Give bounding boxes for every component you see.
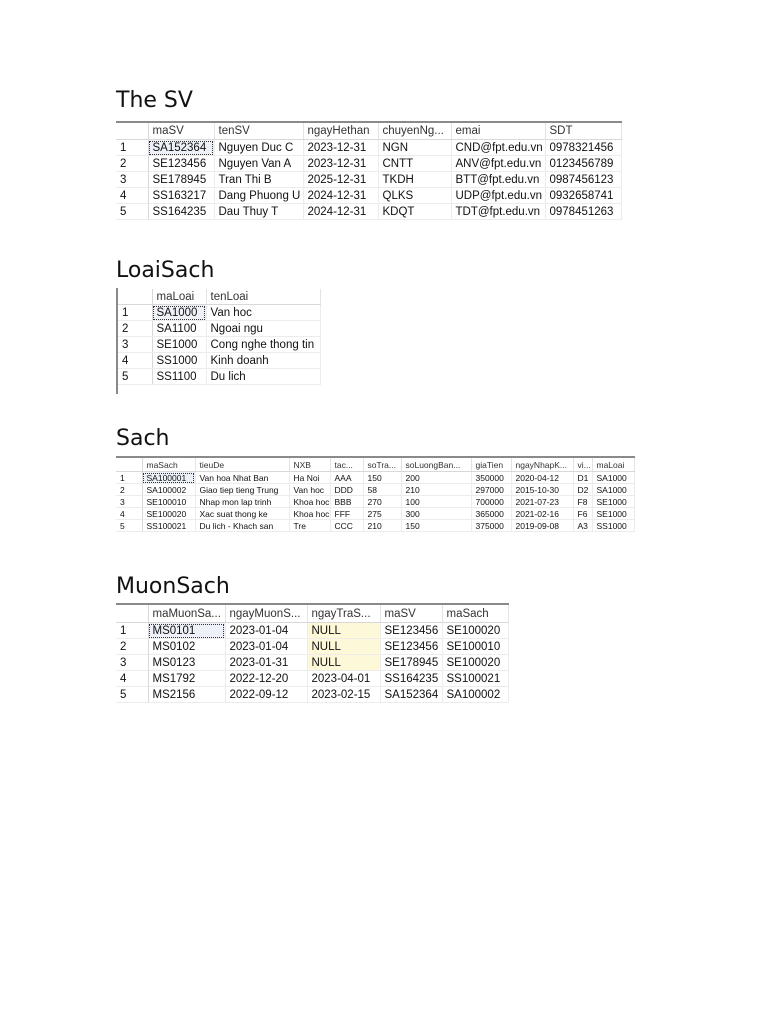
row-number[interactable]: 3 <box>116 655 148 671</box>
column-header[interactable]: maMuonSa... <box>148 604 225 623</box>
header-row <box>116 457 634 472</box>
row-number[interactable]: 5 <box>116 687 148 703</box>
table-cell[interactable]: KDQT <box>378 204 451 220</box>
row-number[interactable]: 3 <box>116 496 142 508</box>
column-header[interactable]: maSach <box>442 604 508 623</box>
table-cell[interactable]: 200 <box>401 472 471 484</box>
table-cell[interactable]: SS100021 <box>442 671 508 687</box>
table-cell[interactable]: SE123456 <box>148 156 214 172</box>
table-cell[interactable]: 375000 <box>471 520 511 532</box>
table-cell[interactable]: F8 <box>573 496 592 508</box>
column-header[interactable]: tenLoai <box>206 289 320 305</box>
row-number[interactable]: 2 <box>116 639 148 655</box>
table-cell[interactable]: CNTT <box>378 156 451 172</box>
table-cell[interactable]: 275 <box>363 508 401 520</box>
table-cell[interactable]: SS163217 <box>148 188 214 204</box>
table-cell[interactable]: 2023-01-04 <box>225 623 307 639</box>
section-title-sach: Sach <box>116 426 170 451</box>
row-number[interactable]: 1 <box>116 472 142 484</box>
table-cell[interactable]: SS1100 <box>152 369 206 385</box>
row-number[interactable]: 5 <box>118 369 152 385</box>
table-cell[interactable]: 2022-09-12 <box>225 687 307 703</box>
table-cell[interactable]: SE178945 <box>148 172 214 188</box>
table-cell[interactable]: Xac suat thong ke <box>195 508 289 520</box>
column-header[interactable]: maSV <box>380 604 442 623</box>
table-cell[interactable]: AAA <box>330 472 363 484</box>
table-cell[interactable]: Khoa hoc <box>289 508 330 520</box>
table-cell[interactable]: Van hoc <box>289 484 330 496</box>
table-cell[interactable]: D2 <box>573 484 592 496</box>
table-cell[interactable]: 297000 <box>471 484 511 496</box>
column-header[interactable]: tac... <box>330 457 363 472</box>
section-title-loaisach: LoaiSach <box>116 258 215 283</box>
row-number[interactable]: 1 <box>118 305 152 321</box>
column-header[interactable]: ngayHethan <box>303 122 378 140</box>
table-cell[interactable]: MS0102 <box>148 639 225 655</box>
column-header[interactable]: giaTien <box>471 457 511 472</box>
table-row[interactable] <box>116 188 621 204</box>
table-cell[interactable]: SE123456 <box>380 623 442 639</box>
table-cell[interactable]: 150 <box>401 520 471 532</box>
table-row[interactable] <box>116 484 634 496</box>
table-cell[interactable]: SE100020 <box>442 655 508 671</box>
table-cell[interactable]: ANV@fpt.edu.vn <box>451 156 545 172</box>
table-row[interactable] <box>116 687 508 703</box>
row-number[interactable]: 2 <box>116 156 148 172</box>
table-cell[interactable]: SS1000 <box>152 353 206 369</box>
row-number[interactable]: 2 <box>118 321 152 337</box>
table-cell[interactable]: Nhap mon lap trinh <box>195 496 289 508</box>
table-cell[interactable]: 300 <box>401 508 471 520</box>
row-number[interactable]: 4 <box>118 353 152 369</box>
column-header[interactable]: ngayTraS... <box>307 604 380 623</box>
table-cell[interactable]: SA1000 <box>592 472 634 484</box>
table-row[interactable] <box>118 369 320 385</box>
table-cell[interactable]: NULL <box>307 623 380 639</box>
table-cell[interactable]: SE1000 <box>152 337 206 353</box>
table-cell[interactable]: 0978321456 <box>545 140 621 156</box>
table-cell[interactable]: NULL <box>307 639 380 655</box>
table-cell[interactable]: SA100002 <box>442 687 508 703</box>
table-cell[interactable]: SS164235 <box>380 671 442 687</box>
table-cell[interactable]: Kinh doanh <box>206 353 320 369</box>
table-cell[interactable]: 210 <box>401 484 471 496</box>
table-cell[interactable]: 2023-02-15 <box>307 687 380 703</box>
table-cell[interactable]: 0987456123 <box>545 172 621 188</box>
table-row[interactable] <box>116 639 508 655</box>
row-number-header[interactable] <box>116 122 148 140</box>
column-header[interactable]: vi... <box>573 457 592 472</box>
row-number[interactable]: 5 <box>116 204 148 220</box>
table-muonsach <box>116 603 509 703</box>
table-cell[interactable]: SA100002 <box>142 484 195 496</box>
table-cell[interactable]: 2022-12-20 <box>225 671 307 687</box>
table-cell[interactable]: SS100021 <box>142 520 195 532</box>
table-cell[interactable]: BTT@fpt.edu.vn <box>451 172 545 188</box>
table-row[interactable] <box>116 156 621 172</box>
row-number[interactable]: 2 <box>116 484 142 496</box>
table-cell[interactable]: SE123456 <box>380 639 442 655</box>
table-cell[interactable]: FFF <box>330 508 363 520</box>
table-row[interactable] <box>116 172 621 188</box>
table-cell[interactable]: 2021-07-23 <box>511 496 573 508</box>
table-cell[interactable]: Ngoai ngu <box>206 321 320 337</box>
column-header[interactable]: maLoai <box>152 289 206 305</box>
table-cell[interactable]: Van hoa Nhat Ban <box>195 472 289 484</box>
table-cell[interactable]: 700000 <box>471 496 511 508</box>
column-header[interactable]: ngayMuonS... <box>225 604 307 623</box>
table-cell[interactable]: 2025-12-31 <box>303 172 378 188</box>
table-cell[interactable]: SE100020 <box>442 623 508 639</box>
column-header[interactable]: ngayNhapK... <box>511 457 573 472</box>
row-number[interactable]: 5 <box>116 520 142 532</box>
table-cell[interactable]: 2023-01-04 <box>225 639 307 655</box>
table-cell[interactable]: SA100001 <box>142 472 195 484</box>
row-number[interactable]: 1 <box>116 140 148 156</box>
table-cell[interactable]: CCC <box>330 520 363 532</box>
table-cell[interactable]: Khoa hoc <box>289 496 330 508</box>
table-row[interactable] <box>116 140 621 156</box>
table-cell[interactable]: MS0123 <box>148 655 225 671</box>
table-cell[interactable]: Du lich <box>206 369 320 385</box>
table-sv <box>116 121 622 220</box>
table-cell[interactable]: UDP@fpt.edu.vn <box>451 188 545 204</box>
table-cell[interactable]: 365000 <box>471 508 511 520</box>
table-cell[interactable]: 100 <box>401 496 471 508</box>
table-cell[interactable]: Giao tiep tieng Trung <box>195 484 289 496</box>
table-cell[interactable]: 2019-09-08 <box>511 520 573 532</box>
table-cell[interactable]: SE100020 <box>142 508 195 520</box>
table-loaisach <box>118 289 321 385</box>
row-number[interactable]: 3 <box>116 172 148 188</box>
row-number-header[interactable] <box>116 457 142 472</box>
table-cell[interactable]: Tran Thi B <box>214 172 303 188</box>
table-cell[interactable]: MS1792 <box>148 671 225 687</box>
table-cell[interactable]: Dau Thuy T <box>214 204 303 220</box>
table-cell[interactable]: 2023-12-31 <box>303 156 378 172</box>
table-cell[interactable]: SE100010 <box>142 496 195 508</box>
row-number[interactable]: 1 <box>116 623 148 639</box>
table-row[interactable] <box>116 472 634 484</box>
table-sach <box>116 456 635 532</box>
table-cell[interactable]: SS164235 <box>148 204 214 220</box>
header-row <box>118 289 320 305</box>
table-cell[interactable]: TKDH <box>378 172 451 188</box>
column-header[interactable]: soTra... <box>363 457 401 472</box>
table-cell[interactable]: 2020-04-12 <box>511 472 573 484</box>
column-header[interactable]: maSach <box>142 457 195 472</box>
table-cell[interactable]: MS0101 <box>148 623 225 639</box>
table-cell[interactable]: Cong nghe thong tin <box>206 337 320 353</box>
table-cell[interactable]: 270 <box>363 496 401 508</box>
table-cell[interactable]: Tre <box>289 520 330 532</box>
table-row[interactable] <box>116 671 508 687</box>
column-header[interactable]: NXB <box>289 457 330 472</box>
table-cell[interactable]: SA1000 <box>592 484 634 496</box>
row-number[interactable]: 4 <box>116 188 148 204</box>
table-cell[interactable]: SS1000 <box>592 520 634 532</box>
section-title-muonsach: MuonSach <box>116 574 230 599</box>
row-number-header[interactable] <box>118 289 152 305</box>
table-cell[interactable]: A3 <box>573 520 592 532</box>
table-cell[interactable]: NULL <box>307 655 380 671</box>
table-cell[interactable]: SE1000 <box>592 508 634 520</box>
table-row[interactable] <box>116 520 634 532</box>
row-number[interactable]: 3 <box>118 337 152 353</box>
table-cell[interactable]: 2023-01-31 <box>225 655 307 671</box>
table-row[interactable] <box>116 496 634 508</box>
table-cell[interactable]: Dang Phuong U <box>214 188 303 204</box>
table-cell[interactable]: SA1100 <box>152 321 206 337</box>
table-row[interactable] <box>118 321 320 337</box>
section-title-sv: The SV <box>116 88 193 113</box>
table-cell[interactable]: Nguyen Van A <box>214 156 303 172</box>
header-row <box>116 122 621 140</box>
table-cell[interactable]: F6 <box>573 508 592 520</box>
column-header[interactable]: SDT <box>545 122 621 140</box>
table-cell[interactable]: D1 <box>573 472 592 484</box>
table-cell[interactable]: Van hoc <box>206 305 320 321</box>
table-cell[interactable]: 150 <box>363 472 401 484</box>
table-cell[interactable]: MS2156 <box>148 687 225 703</box>
table-cell[interactable]: 2023-04-01 <box>307 671 380 687</box>
table-cell[interactable]: SA1000 <box>152 305 206 321</box>
row-number[interactable]: 4 <box>116 508 142 520</box>
table-cell[interactable]: QLKS <box>378 188 451 204</box>
table-cell[interactable]: DDD <box>330 484 363 496</box>
row-number[interactable]: 4 <box>116 671 148 687</box>
table-cell[interactable]: SE100010 <box>442 639 508 655</box>
table-cell[interactable]: 210 <box>363 520 401 532</box>
row-number-header[interactable] <box>116 604 148 623</box>
table-cell[interactable]: 2024-12-31 <box>303 188 378 204</box>
column-header[interactable]: chuyenNg... <box>378 122 451 140</box>
table-cell[interactable]: 58 <box>363 484 401 496</box>
table-cell[interactable]: Nguyen Duc C <box>214 140 303 156</box>
table-row[interactable] <box>116 508 634 520</box>
table-cell[interactable]: BBB <box>330 496 363 508</box>
table-cell[interactable]: 0978451263 <box>545 204 621 220</box>
column-header[interactable]: soLuongBan... <box>401 457 471 472</box>
header-row <box>116 604 508 623</box>
column-header[interactable]: maLoai <box>592 457 634 472</box>
table-cell[interactable]: 2023-12-31 <box>303 140 378 156</box>
table-cell[interactable]: 0123456789 <box>545 156 621 172</box>
table-row[interactable] <box>116 655 508 671</box>
table-row[interactable] <box>116 623 508 639</box>
table-cell[interactable]: 2021-02-16 <box>511 508 573 520</box>
table-cell[interactable]: CND@fpt.edu.vn <box>451 140 545 156</box>
table-cell[interactable]: 2024-12-31 <box>303 204 378 220</box>
column-header[interactable]: tenSV <box>214 122 303 140</box>
table-cell[interactable]: Du lich - Khach san <box>195 520 289 532</box>
table-cell[interactable]: NGN <box>378 140 451 156</box>
column-header[interactable]: emai <box>451 122 545 140</box>
table-cell[interactable]: Ha Noi <box>289 472 330 484</box>
table-cell[interactable]: SA152364 <box>148 140 214 156</box>
table-row[interactable] <box>118 337 320 353</box>
table-cell[interactable]: 0932658741 <box>545 188 621 204</box>
column-header[interactable]: tieuDe <box>195 457 289 472</box>
table-cell[interactable]: 350000 <box>471 472 511 484</box>
table-cell[interactable]: SE1000 <box>592 496 634 508</box>
table-row[interactable] <box>118 353 320 369</box>
table-cell[interactable]: 2015-10-30 <box>511 484 573 496</box>
column-header[interactable]: maSV <box>148 122 214 140</box>
table-cell[interactable]: TDT@fpt.edu.vn <box>451 204 545 220</box>
table-row[interactable] <box>118 305 320 321</box>
table-row[interactable] <box>116 204 621 220</box>
table-cell[interactable]: SE178945 <box>380 655 442 671</box>
table-cell[interactable]: SA152364 <box>380 687 442 703</box>
